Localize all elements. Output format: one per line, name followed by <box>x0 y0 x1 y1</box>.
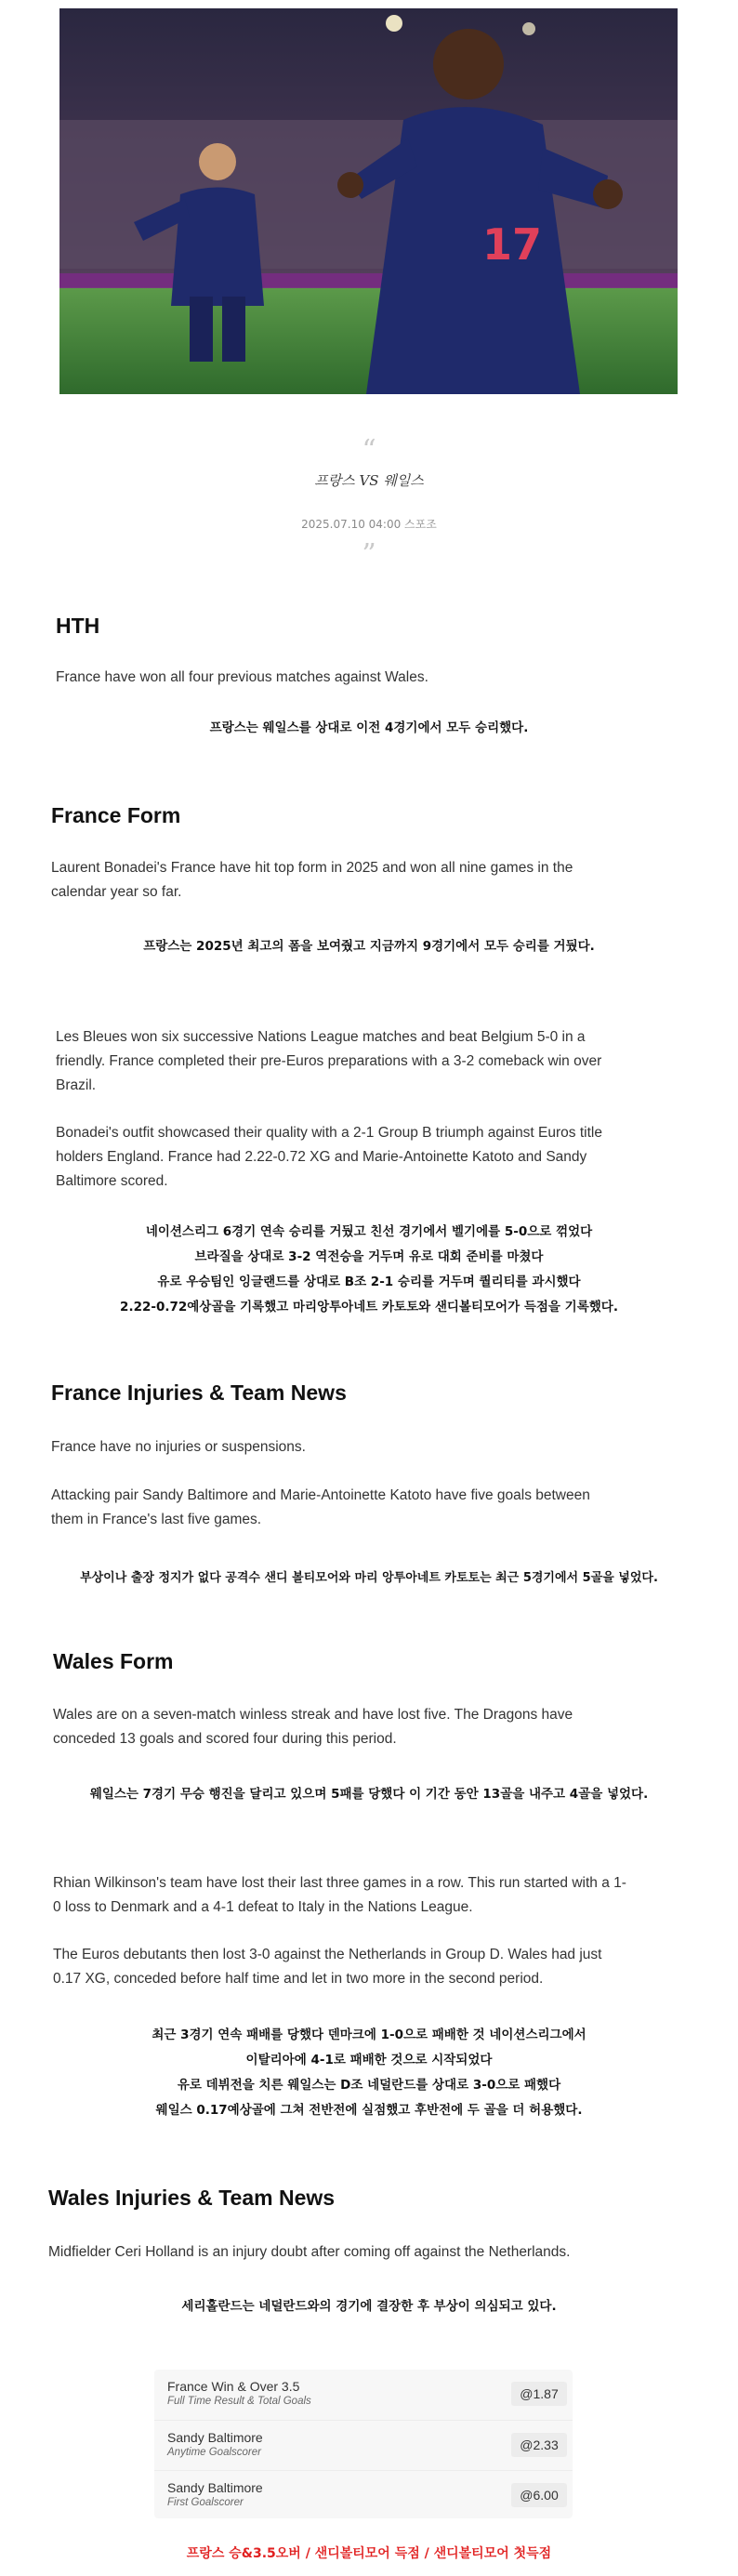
odds-price-button[interactable]: @6.00 <box>511 2483 567 2507</box>
hth-text-kr: 프랑스는 웨일스를 상대로 이전 4경기에서 모두 승리했다. <box>209 720 529 735</box>
recommended-pick: 프랑스 승&3.5오버 / 샌디볼티모어 득점 / 샌디볼티모어 첫득점 <box>186 2546 552 2561</box>
odds-market: Full Time Result & Total Goals <box>167 2396 311 2407</box>
wales-form-heading: Wales Form <box>53 1649 174 1673</box>
odds-market: First Goalscorer <box>167 2497 244 2508</box>
svg-text:17: 17 <box>482 219 543 270</box>
france-news-text-kr: 부상이나 출장 정지가 없다 공격수 샌디 볼티모어와 마리 앙투아네트 카토토는 최근 5경기에서 5골을 넣었다. <box>80 1571 658 1585</box>
france-form-text-1-kr: 프랑스는 2025년 최고의 폼을 보여줬고 지금까지 9경기에서 모두 승리를 거뒀다. <box>143 939 595 954</box>
france-form-heading: France Form <box>51 803 181 827</box>
close-quote-icon: ” <box>362 538 376 571</box>
hth-text: France have won all four previous matches against Wales. <box>56 669 428 685</box>
wales-form-text-3: The Euros debutants then lost 3-0 against the Netherlands in Group D. Wales had just 0.17 XG, conceded before half time and let in two more in the second period. <box>53 1947 602 1987</box>
france-form-text-2: Les Bleues won six successive Nations League matches and beat Belgium 5-0 in a friendly. France completed their pre-Euros preparations with a 3-2 comeback win over Brazil. <box>56 1029 602 1093</box>
odds-selection: Sandy Baltimore <box>167 2430 263 2445</box>
odds-row <box>154 2420 573 2469</box>
hth-heading: HTH <box>56 614 100 638</box>
france-news-text-1: France have no injuries or suspensions. <box>51 1439 306 1455</box>
odds-market: Anytime Goalscorer <box>167 2447 261 2458</box>
france-form-text-2-kr: 네이션스리그 6경기 연속 승리를 거뒀고 친선 경기에서 벨기에를 5-0으로 꺾었다 브라질을 상대로 3-2 역전승을 거두며 유로 대회 준비를 마쳤다 유로 우승팀인 잉글랜드를 상대로 B조 2-1 승리를 거두며 퀄리티를 과시했다 2.22-0.72예상골을 기록했고 마리앙투아네트 카토토와 샌디볼티모어가 득점을 기록했다. <box>120 1224 618 1314</box>
wales-form-text-1: Wales are on a seven-match winless streak and have lost five. The Dragons have conceded 13 goals and scored four during this period. <box>53 1707 573 1747</box>
odds-price-button[interactable]: @1.87 <box>511 2382 567 2406</box>
wales-news-heading: Wales Injuries & Team News <box>48 2186 336 2210</box>
open-quote-icon: “ <box>362 434 376 467</box>
odds-selection: Sandy Baltimore <box>167 2480 263 2495</box>
odds-widget <box>154 2370 573 2518</box>
odds-price-button[interactable]: @2.33 <box>511 2433 567 2457</box>
hero-photo-illustration <box>59 8 678 394</box>
odds-row <box>154 2470 573 2519</box>
france-form-text-3: Bonadei's outfit showcased their quality with a 2-1 Group B triumph against Euros title holders England. France had 2.22-0.72 XG and Marie-Antoinette Katoto and Sandy Baltimore scored. <box>56 1125 602 1189</box>
wales-news-text: Midfielder Ceri Holland is an injury doubt after coming off against the Netherlands. <box>48 2244 571 2260</box>
france-news-text-2: Attacking pair Sandy Baltimore and Marie-Antoinette Katoto have five goals between them in France's last five games. <box>51 1487 590 1527</box>
france-news-heading: France Injuries & Team News <box>51 1380 347 1405</box>
hero-photo <box>59 8 678 394</box>
france-form-text-1: Laurent Bonadei's France have hit top form in 2025 and won all nine games in the calendar year so far. <box>51 860 573 900</box>
wales-form-text-1-kr: 웨일스는 7경기 무승 행진을 달리고 있으며 5패를 당했다 이 기간 동안 13골을 내주고 4골을 넣었다. <box>89 1787 649 1802</box>
odds-row <box>154 2370 573 2418</box>
odds-selection: France Win & Over 3.5 <box>167 2379 300 2394</box>
match-date: 2025.07.10 04:00 스포조 <box>301 518 437 531</box>
match-title: 프랑스 VS 웨일스 <box>314 472 424 489</box>
wales-form-text-2: Rhian Wilkinson's team have lost their last three games in a row. This run started with a 1- 0 loss to Denmark and a 4-1 defeat to Italy in the Nations League. <box>53 1875 626 1915</box>
wales-news-text-kr: 세리홀란드는 네덜란드와의 경기에 결장한 후 부상이 의심되고 있다. <box>181 2299 557 2314</box>
wales-form-text-2-kr: 최근 3경기 연속 패배를 당했다 덴마크에 1-0으로 패배한 것 네이션스리그에서 이탈리아에 4-1로 패배한 것으로 시작되었다 유로 데뷔전을 치른 웨일스는 D조 네덜란드를 상대로 3-0으로 패했다 웨일스 0.17예상골에 그쳐 전반전에 실점했고 후반전에 두 골을 더 허용했다. <box>152 2028 586 2118</box>
